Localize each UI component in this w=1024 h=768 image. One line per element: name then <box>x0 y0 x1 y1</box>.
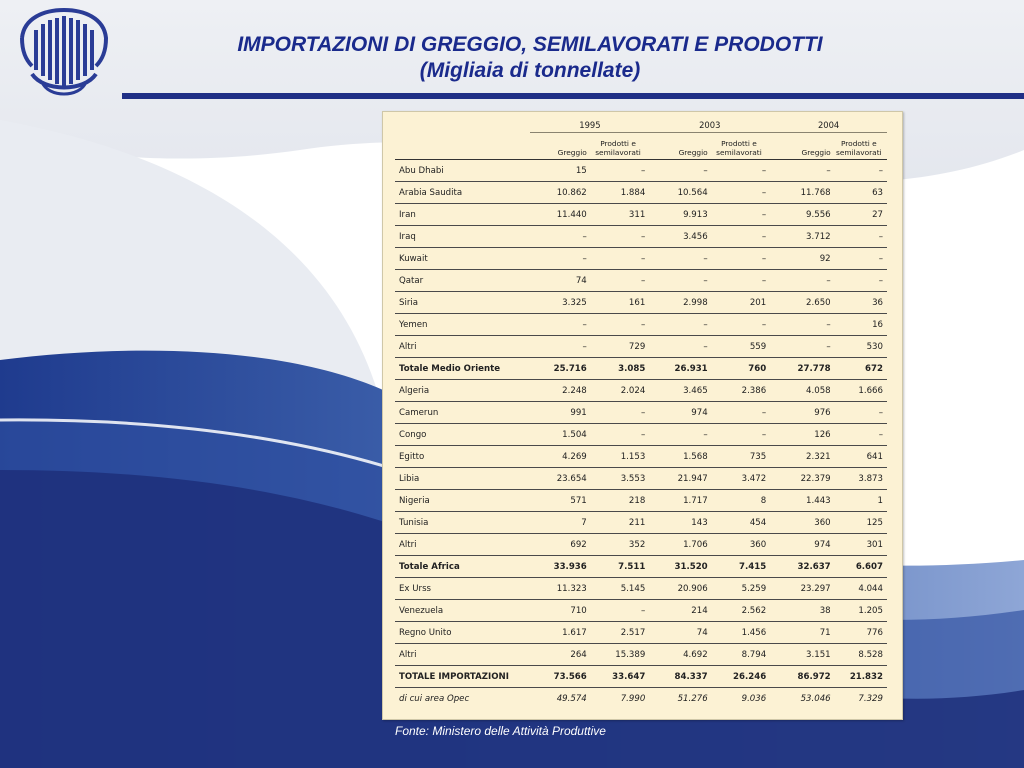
table-row <box>395 358 887 380</box>
country-cell: Altri <box>395 534 530 556</box>
column-subheader: Prodotti e semilavorati <box>831 133 887 160</box>
value-cell: 9.556 <box>770 204 830 226</box>
value-cell: 360 <box>770 512 830 534</box>
value-cell: 311 <box>587 204 650 226</box>
value-cell: 74 <box>530 270 586 292</box>
table-row <box>395 490 887 512</box>
value-cell: 2.998 <box>649 292 707 314</box>
value-cell: 1.456 <box>708 622 771 644</box>
value-cell: 51.276 <box>677 693 708 704</box>
value-cell: 1.205 <box>831 600 887 622</box>
value-cell: 3.553 <box>587 468 650 490</box>
value-cell: 2.386 <box>708 380 771 402</box>
value-cell: – <box>770 336 830 358</box>
value-cell: 454 <box>708 512 771 534</box>
country-cell: di cui area Opec <box>399 693 470 704</box>
table-row <box>395 424 887 446</box>
value-cell: 22.379 <box>770 468 830 490</box>
value-cell: 74 <box>649 622 707 644</box>
value-cell: 8.528 <box>831 644 887 666</box>
value-cell: 559 <box>708 336 771 358</box>
value-cell: – <box>530 336 586 358</box>
value-cell: 9.913 <box>649 204 707 226</box>
value-cell: 1.717 <box>649 490 707 512</box>
value-cell: 8.794 <box>708 644 771 666</box>
value-cell: 84.337 <box>649 666 707 688</box>
value-cell: 1.568 <box>649 446 707 468</box>
value-cell: – <box>649 424 707 446</box>
value-cell: 7.415 <box>708 556 771 578</box>
value-cell: 3.151 <box>770 644 830 666</box>
value-cell: 729 <box>587 336 650 358</box>
value-cell: – <box>708 402 771 424</box>
value-cell: 143 <box>649 512 707 534</box>
value-cell: 3.873 <box>831 468 887 490</box>
value-cell: 692 <box>530 534 586 556</box>
value-cell: 49.574 <box>556 693 587 704</box>
value-cell: – <box>649 160 707 182</box>
value-cell: 27 <box>831 204 887 226</box>
column-subheader: Prodotti e semilavorati <box>587 133 650 160</box>
table-row <box>395 292 887 314</box>
value-cell: 126 <box>770 424 830 446</box>
value-cell: 2.321 <box>770 446 830 468</box>
value-cell: 8 <box>708 490 771 512</box>
value-cell: 3.472 <box>708 468 771 490</box>
value-cell: 10.564 <box>649 182 707 204</box>
value-cell: 360 <box>708 534 771 556</box>
value-cell: 3.465 <box>649 380 707 402</box>
year-header: 2004 <box>770 118 887 133</box>
value-cell: – <box>649 314 707 336</box>
value-cell: 1.443 <box>770 490 830 512</box>
value-cell: 1.504 <box>530 424 586 446</box>
value-cell: 2.650 <box>770 292 830 314</box>
title-divider <box>122 93 1024 99</box>
value-cell: – <box>708 204 771 226</box>
value-cell: – <box>831 424 887 446</box>
value-cell: 976 <box>770 402 830 424</box>
value-cell: 3.456 <box>649 226 707 248</box>
value-cell: 16 <box>831 314 887 336</box>
table-row <box>395 556 887 578</box>
imports-table-panel <box>382 111 903 720</box>
column-subheader: Prodotti e semilavorati <box>708 133 771 160</box>
value-cell: 21.832 <box>831 666 887 688</box>
table-row <box>395 270 887 292</box>
value-cell: 53.046 <box>800 693 831 704</box>
table-row <box>395 644 887 666</box>
value-cell: 25.716 <box>530 358 586 380</box>
table-row <box>395 512 887 534</box>
table-row <box>395 600 887 622</box>
country-cell: Ex Urss <box>395 578 530 600</box>
value-cell: 672 <box>831 358 887 380</box>
value-cell: 4.044 <box>831 578 887 600</box>
value-cell: 11.768 <box>770 182 830 204</box>
value-cell: 33.936 <box>530 556 586 578</box>
value-cell: – <box>708 248 771 270</box>
value-cell: 23.654 <box>530 468 586 490</box>
table-row <box>395 336 887 358</box>
table-row <box>395 534 887 556</box>
value-cell: – <box>649 248 707 270</box>
association-logo-icon <box>14 8 112 104</box>
value-cell: 1.153 <box>587 446 650 468</box>
value-cell: – <box>831 248 887 270</box>
value-cell: 641 <box>831 446 887 468</box>
country-cell: Siria <box>395 292 530 314</box>
country-cell: Iran <box>395 204 530 226</box>
value-cell: 11.323 <box>530 578 586 600</box>
value-cell: 974 <box>770 534 830 556</box>
value-cell: – <box>587 402 650 424</box>
value-cell: – <box>831 160 887 182</box>
value-cell: 20.906 <box>649 578 707 600</box>
value-cell: 73.566 <box>530 666 586 688</box>
value-cell: 264 <box>530 644 586 666</box>
value-cell: – <box>587 424 650 446</box>
value-cell: – <box>831 402 887 424</box>
table-row <box>395 666 887 688</box>
value-cell: – <box>530 314 586 336</box>
value-cell: – <box>587 314 650 336</box>
value-cell: 26.931 <box>649 358 707 380</box>
value-cell: – <box>587 600 650 622</box>
value-cell: – <box>649 336 707 358</box>
country-cell: Totale Medio Oriente <box>395 358 530 380</box>
column-subheader: Greggio <box>649 133 707 160</box>
value-cell: 352 <box>587 534 650 556</box>
value-cell: 5.145 <box>587 578 650 600</box>
table-row <box>395 248 887 270</box>
year-header: 1995 <box>530 118 649 133</box>
value-cell: – <box>831 226 887 248</box>
country-cell: Nigeria <box>395 490 530 512</box>
country-cell: Algeria <box>395 380 530 402</box>
value-cell: 301 <box>831 534 887 556</box>
value-cell: 27.778 <box>770 358 830 380</box>
value-cell: – <box>530 248 586 270</box>
table-row <box>395 314 887 336</box>
country-cell: Arabia Saudita <box>395 182 530 204</box>
country-cell: Qatar <box>395 270 530 292</box>
value-cell: 86.972 <box>770 666 830 688</box>
value-cell: – <box>587 270 650 292</box>
country-cell: Tunisia <box>395 512 530 534</box>
value-cell: 214 <box>649 600 707 622</box>
value-cell: 26.246 <box>708 666 771 688</box>
value-cell: 1.884 <box>587 182 650 204</box>
table-row <box>395 182 887 204</box>
value-cell: 92 <box>770 248 830 270</box>
country-cell: Regno Unito <box>395 622 530 644</box>
table-row <box>395 688 887 710</box>
value-cell: – <box>831 270 887 292</box>
value-cell: 32.637 <box>770 556 830 578</box>
value-cell: 11.440 <box>530 204 586 226</box>
value-cell: 1.617 <box>530 622 586 644</box>
country-cell: Kuwait <box>395 248 530 270</box>
value-cell: 9.036 <box>741 693 767 704</box>
country-cell: Congo <box>395 424 530 446</box>
country-cell: Abu Dhabi <box>395 160 530 182</box>
value-cell: – <box>708 314 771 336</box>
value-cell: 760 <box>708 358 771 380</box>
country-cell: Camerun <box>395 402 530 424</box>
value-cell: 1.706 <box>649 534 707 556</box>
value-cell: – <box>587 248 650 270</box>
value-cell: 4.269 <box>530 446 586 468</box>
country-cell: Egitto <box>395 446 530 468</box>
country-cell: Venezuela <box>395 600 530 622</box>
value-cell: 1.666 <box>831 380 887 402</box>
value-cell: 6.607 <box>831 556 887 578</box>
value-cell: 4.058 <box>770 380 830 402</box>
value-cell: 2.517 <box>587 622 650 644</box>
value-cell: 125 <box>831 512 887 534</box>
value-cell: 15 <box>530 160 586 182</box>
value-cell: 3.085 <box>587 358 650 380</box>
value-cell: 4.692 <box>649 644 707 666</box>
value-cell: – <box>708 226 771 248</box>
value-cell: 1 <box>831 490 887 512</box>
value-cell: – <box>770 160 830 182</box>
value-cell: – <box>708 182 771 204</box>
table-row <box>395 160 887 182</box>
value-cell: 2.248 <box>530 380 586 402</box>
value-cell: – <box>587 160 650 182</box>
header-country-blank <box>395 133 530 160</box>
table-row <box>395 468 887 490</box>
country-cell: Altri <box>395 644 530 666</box>
value-cell: 3.325 <box>530 292 586 314</box>
year-header: 2003 <box>649 118 770 133</box>
value-cell: 33.647 <box>587 666 650 688</box>
value-cell: – <box>649 270 707 292</box>
imports-table <box>395 118 887 709</box>
value-cell: – <box>708 270 771 292</box>
value-cell: – <box>587 226 650 248</box>
value-cell: – <box>770 270 830 292</box>
column-subheader: Greggio <box>530 133 586 160</box>
country-cell: TOTALE IMPORTAZIONI <box>395 666 530 688</box>
table-row <box>395 204 887 226</box>
value-cell: 5.259 <box>708 578 771 600</box>
value-cell: 7.990 <box>620 693 646 704</box>
value-cell: – <box>708 424 771 446</box>
value-cell: 7.329 <box>858 693 883 704</box>
value-cell: 571 <box>530 490 586 512</box>
value-cell: – <box>708 160 771 182</box>
header-country-spacer <box>395 118 530 133</box>
value-cell: 776 <box>831 622 887 644</box>
table-row <box>395 402 887 424</box>
value-cell: 974 <box>649 402 707 424</box>
value-cell: 71 <box>770 622 830 644</box>
value-cell: 3.712 <box>770 226 830 248</box>
value-cell: 211 <box>587 512 650 534</box>
value-cell: 710 <box>530 600 586 622</box>
value-cell: 10.862 <box>530 182 586 204</box>
value-cell: 2.562 <box>708 600 771 622</box>
table-row <box>395 446 887 468</box>
value-cell: 161 <box>587 292 650 314</box>
slide-subtitle: (Migliaia di tonnellate) <box>419 59 641 82</box>
value-cell: 15.389 <box>587 644 650 666</box>
value-cell: 735 <box>708 446 771 468</box>
table-row <box>395 226 887 248</box>
value-cell: – <box>770 314 830 336</box>
value-cell: 991 <box>530 402 586 424</box>
value-cell: 38 <box>770 600 830 622</box>
value-cell: 218 <box>587 490 650 512</box>
value-cell: 7.511 <box>587 556 650 578</box>
table-row <box>395 622 887 644</box>
value-cell: 7 <box>530 512 586 534</box>
value-cell: 31.520 <box>649 556 707 578</box>
column-subheader: Greggio <box>770 133 830 160</box>
value-cell: 530 <box>831 336 887 358</box>
table-row <box>395 380 887 402</box>
value-cell: 36 <box>831 292 887 314</box>
value-cell: 201 <box>708 292 771 314</box>
source-note: Fonte: Ministero delle Attività Produttive <box>395 724 606 738</box>
value-cell: 23.297 <box>770 578 830 600</box>
value-cell: 2.024 <box>587 380 650 402</box>
table-row <box>395 578 887 600</box>
value-cell: 21.947 <box>649 468 707 490</box>
country-cell: Totale Africa <box>395 556 530 578</box>
slide-title: IMPORTAZIONI DI GREGGIO, SEMILAVORATI E PRODOTTI <box>237 33 823 56</box>
country-cell: Iraq <box>395 226 530 248</box>
country-cell: Altri <box>395 336 530 358</box>
country-cell: Yemen <box>395 314 530 336</box>
value-cell: 63 <box>831 182 887 204</box>
country-cell: Libia <box>395 468 530 490</box>
value-cell: – <box>530 226 586 248</box>
